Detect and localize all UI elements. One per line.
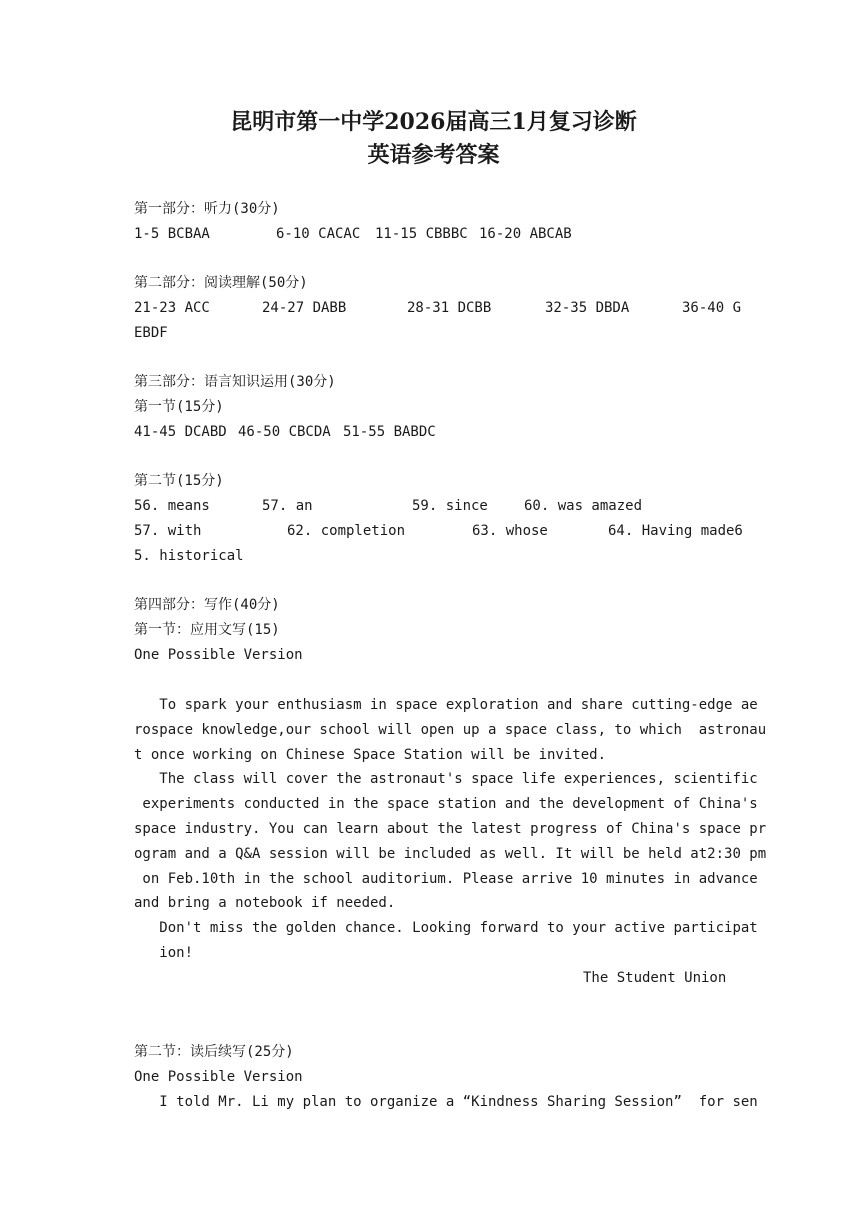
part4-heading: 第四部分：写作(40分) — [134, 597, 280, 613]
essay-line: ion! — [134, 945, 194, 961]
part1-answer-group: 16-20 ABCAB — [479, 226, 572, 242]
fill-in-answer: 57. an — [262, 498, 313, 514]
version-label: One Possible Version — [134, 1069, 303, 1085]
essay-line: experiments conducted in the space station and the development of China's — [134, 796, 758, 812]
essay-line: rospace knowledge,our school will open up a space class, to which astronau — [134, 722, 767, 738]
part2-answer-group: 24-27 DABB — [262, 300, 347, 316]
part2-answer-group: 28-31 DCBB — [407, 300, 492, 316]
fill-in-answer: 5. historical — [134, 548, 244, 564]
fill-in-answer: 59. since — [412, 498, 488, 514]
part3-answer-group: 46-50 CBCDA — [238, 424, 331, 440]
fill-in-answer: 56. means — [134, 498, 210, 514]
part2-answer-wrap: EBDF — [134, 325, 168, 341]
fill-in-answer: 60. was amazed — [524, 498, 643, 514]
fill-in-answer: 62. completion — [287, 523, 406, 539]
essay-line: The class will cover the astronaut's space life experiences, scientific — [134, 771, 758, 787]
part4-section2-heading: 第二节：读后续写(25分) — [134, 1044, 294, 1060]
fill-in-answer: 63. whose — [472, 523, 548, 539]
part2-heading: 第二部分：阅读理解(50分) — [134, 275, 308, 291]
document-subtitle: 英语参考答案 — [367, 142, 500, 168]
part4-section1-heading: 第一节：应用文写(15) — [134, 622, 280, 638]
part3-section1-heading: 第一节(15分) — [134, 399, 224, 415]
essay-line: t once working on Chinese Space Station will be invited. — [134, 747, 607, 763]
fill-in-answer: 64. Having made6 — [608, 523, 743, 539]
version-label: One Possible Version — [134, 647, 303, 663]
essay-line: space industry. You can learn about the latest progress of China's space pr — [134, 821, 767, 837]
part3-answer-group: 41-45 DCABD — [134, 424, 227, 440]
part1-answer-group: 6-10 CACAC — [276, 226, 361, 242]
document-title: 昆明市第一中学2026届高三1月复习诊断 — [230, 109, 637, 135]
essay-line: Don't miss the golden chance. Looking forward to your active participat — [134, 920, 758, 936]
part3-answer-group: 51-55 BABDC — [343, 424, 436, 440]
fill-in-answer: 57. with — [134, 523, 202, 539]
part1-heading: 第一部分：听力(30分) — [134, 201, 280, 217]
part2-answer-group: 32-35 DBDA — [545, 300, 630, 316]
part3-section2-heading: 第二节(15分) — [134, 473, 224, 489]
part3-heading: 第三部分：语言知识运用(30分) — [134, 374, 336, 390]
essay-line: on Feb.10th in the school auditorium. Please arrive 10 minutes in advance — [134, 871, 758, 887]
essay-line: and bring a notebook if needed. — [134, 895, 396, 911]
part2-answer-group: 36-40 G — [682, 300, 742, 316]
signature: The Student Union — [583, 970, 727, 986]
part1-answer-group: 11-15 CBBBC — [375, 226, 468, 242]
essay-line: To spark your enthusiasm in space exploration and share cutting-edge ae — [134, 697, 758, 713]
continuation-line: I told Mr. Li my plan to organize a “Kindness Sharing Session” for sen — [134, 1094, 758, 1110]
part2-answer-group: 21-23 ACC — [134, 300, 210, 316]
essay-line: ogram and a Q&A session will be included as well. It will be held at2:30 pm — [134, 846, 767, 862]
part1-answer-group: 1-5 BCBAA — [134, 226, 210, 242]
